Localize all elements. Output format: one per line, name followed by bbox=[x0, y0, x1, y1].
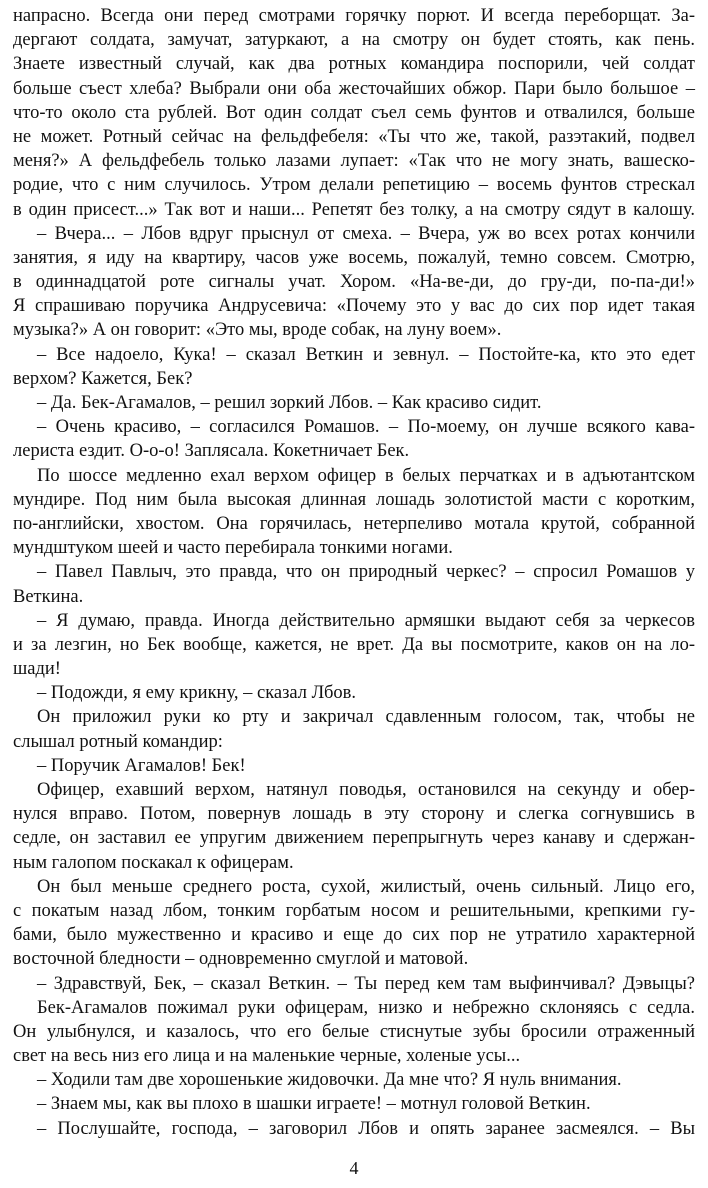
text-line: родие, что с ним случилось. Утром делали репетицию – восемь фунтов стрескал bbox=[13, 175, 695, 196]
text-line: музыка?» А он говорит: «Это мы, вроде собак, на луну воем». bbox=[13, 320, 502, 341]
text-line: – Да. Бек-Агамалов, – решил зоркий Лбов. – Как красиво сидит. bbox=[37, 393, 542, 413]
text-line: Он был меньше среднего роста, сухой, жилистый, очень сильный. Лицо его, bbox=[37, 876, 695, 897]
text-line: – Ходили там две хорошенькие жидовочки. Да мне что? Я нуль внимания. bbox=[37, 1070, 622, 1091]
text-line: – Поручик Агамалов! Бек! bbox=[37, 755, 246, 776]
text-line: нулся вправо. Потом, повернув лошадь в эту сторону и слегка согнувшись в bbox=[13, 804, 695, 825]
text-line: занятия, я иду на квартиру, часов уже восемь, пожалуй, темно совсем. Смотрю, bbox=[13, 247, 695, 268]
text-line: свет на весь низ его лица и на маленькие черные, холеные усы... bbox=[13, 1046, 521, 1067]
text-line: не может. Ротный сейчас на фельдфебеля: «Ты что же, такой, разэтакий, подвел bbox=[13, 126, 695, 147]
text-line: с покатым назад лбом, тонким горбатым носом и решительными, крепкими гу- bbox=[13, 900, 695, 921]
text-line: ным галопом поскакал к офицерам. bbox=[13, 852, 294, 873]
text-line: мундштуком шеей и часто перебирала тонкими ногами. bbox=[13, 538, 453, 559]
text-line: Бек-Агамалов пожимал руки офицерам, низко и небрежно склоняясь с седла. bbox=[37, 997, 695, 1018]
page-number: 4 bbox=[349, 1158, 359, 1178]
text-line: Знаете известный случай, как два ротных командира поспорили, чей солдат bbox=[13, 54, 695, 75]
text-line: мундире. Под ним была высокая длинная лошадь золотистой масти с коротким, bbox=[13, 489, 695, 510]
text-line: шади! bbox=[13, 659, 61, 680]
page-text bbox=[13, 4, 695, 1184]
text-line: в один присест...» Так вот и наши... Репетят без толку, а на смотру сядут в калошу. bbox=[13, 199, 695, 220]
text-line: по-английски, хвостом. Она горячилась, нетерпеливо мотала крутой, собранной bbox=[13, 513, 695, 534]
text-line: бами, было мужественно и красиво и еще до сих пор не утратило характерной bbox=[13, 925, 695, 946]
text-line: – Все надоело, Кука! – сказал Веткин и зевнул. – Постойте-ка, кто это едет bbox=[37, 344, 695, 365]
text-line: – Подожди, я ему крикну, – сказал Лбов. bbox=[37, 683, 356, 704]
text-line: и за лезгин, но Бек вообще, кажется, не врет. Да вы посмотрите, каков он на ло- bbox=[13, 634, 695, 655]
text-line: седле, он заставил ее упругим движением перепрыгнуть через канаву и сдержан- bbox=[13, 828, 695, 849]
text-line: – Павел Павлыч, это правда, что он природный черкес? – спросил Ромашов у bbox=[37, 562, 695, 583]
text-line: напрасно. Всегда они перед смотрами горячку порют. И всегда переборщат. За- bbox=[13, 6, 695, 26]
text-line: лериста ездит. О-о-о! Заплясала. Кокетничает Бек. bbox=[13, 441, 410, 462]
text-line: Я спрашиваю поручика Андрусевича: «Почему это у вас до сих пор идет такая bbox=[13, 296, 695, 317]
text-line: – Знаем мы, как вы плохо в шашки играете! – мотнул головой Веткин. bbox=[37, 1094, 591, 1115]
text-line: Он улыбнулся, и казалось, что его белые стиснутые зубы бросили отраженный bbox=[13, 1021, 695, 1042]
text-line: – Послушайте, господа, – заговорил Лбов и опять заранее засмеялся. – Вы bbox=[37, 1118, 695, 1139]
text-line: Офицер, ехавший верхом, натянул поводья, остановился на секунду и обер- bbox=[37, 780, 695, 800]
text-line: – Я думаю, правда. Иногда действительно армяшки выдают себя за черкесов bbox=[37, 610, 695, 631]
text-line: По шоссе медленно ехал верхом офицер в белых перчатках и в адъютантском bbox=[37, 465, 695, 486]
text-line: что-то около ста рублей. Вот один солдат съел семь фунтов и отвалился, больше bbox=[13, 102, 695, 123]
text-line: – Очень красиво, – согласился Ромашов. – По-моему, он лучше всякого кава- bbox=[37, 417, 695, 438]
text-line: больше съест хлеба? Выбрали они оба жесточайших обжор. Пари было большое – bbox=[13, 78, 695, 99]
text-line: – Здравствуй, Бек, – сказал Веткин. – Ты перед кем там выфинчивал? Дэвыцы? bbox=[37, 973, 695, 994]
text-line: слышал ротный командир: bbox=[13, 731, 223, 752]
text-line: – Вчера... – Лбов вдруг прыснул от смеха. – Вчера, уж во всех ротах кончили bbox=[37, 223, 695, 244]
text-line: дергают солдата, замучат, затуркают, а на смотру он будет стоять, как пень. bbox=[13, 30, 695, 51]
text-line: Он приложил руки ко рту и закричал сдавленным голосом, так, чтобы не bbox=[37, 707, 695, 728]
text-line: верхом? Кажется, Бек? bbox=[13, 368, 193, 389]
text-line: восточной бледности – одновременно смуглой и матовой. bbox=[13, 949, 469, 970]
text-line: меня?» А фельдфебель только лазами лупает: «Так что не могу знать, вашеско- bbox=[13, 151, 695, 172]
text-line: в одиннадцатой роте сигналы учат. Хором. «На-ве-ди, до гру-ди, по-па-ди!» bbox=[13, 272, 695, 293]
text-line: Веткина. bbox=[13, 586, 84, 607]
